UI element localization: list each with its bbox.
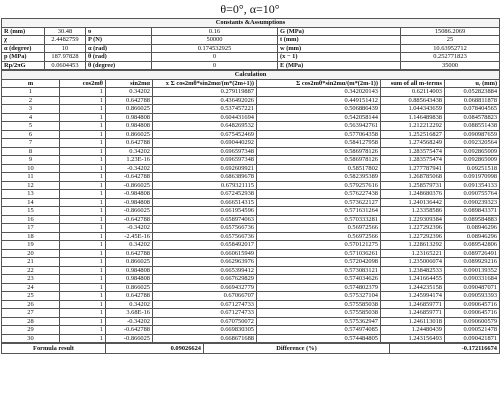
- table-cell: 0.576227438: [257, 190, 381, 199]
- table-cell: 0.090239323: [445, 198, 500, 207]
- constant-value: 187.97828: [45, 53, 86, 62]
- table-cell: 0.582395389: [257, 173, 381, 182]
- table-cell: 0.586978126: [257, 147, 381, 156]
- table-cell: 1.227292396: [381, 232, 445, 241]
- table-row: [2, 156, 500, 165]
- table-cell: 0.090600579: [445, 317, 500, 326]
- constants-row: [2, 27, 500, 36]
- table-cell: 1.258579731: [381, 181, 445, 190]
- table-row: [2, 198, 500, 207]
- table-cell: 1: [60, 122, 106, 131]
- table-cell: 1.23358586: [381, 207, 445, 216]
- table-cell: -0.866025: [106, 207, 153, 216]
- table-cell: 0.088551438: [445, 122, 500, 131]
- table-cell: 0.573622127: [257, 198, 381, 207]
- constant-label: υ: [86, 27, 152, 36]
- table-cell: 1: [60, 96, 106, 105]
- table-row: [2, 334, 500, 343]
- table-cell: 0.34202: [106, 300, 153, 309]
- constant-label: G (MPa): [278, 27, 401, 36]
- table-cell: 0.092865009: [445, 156, 500, 165]
- table-cell: 1: [60, 283, 106, 292]
- table-cell: 0.34202: [106, 147, 153, 156]
- table-cell: 0.661954596: [153, 207, 257, 216]
- table-cell: 0.577064358: [257, 130, 381, 139]
- table-cell: 0.570121275: [257, 241, 381, 250]
- constant-value: 0: [152, 53, 278, 62]
- constant-label: χ: [2, 36, 45, 45]
- table-cell: 0.090487071: [445, 283, 500, 292]
- table-cell: 1.274568249: [381, 139, 445, 148]
- table-cell: 1.212212292: [381, 122, 445, 131]
- table-row: [2, 224, 500, 233]
- table-cell: 0.696597348: [153, 147, 257, 156]
- table-cell: 0.570333281: [257, 215, 381, 224]
- table-row: [2, 173, 500, 182]
- table-cell: 0.342020143: [257, 88, 381, 97]
- table-cell: -0.866025: [106, 181, 153, 190]
- table-cell: 0.657566736: [153, 224, 257, 233]
- table-cell: 0.686389678: [153, 173, 257, 182]
- table-cell: 1: [60, 317, 106, 326]
- column-header: cos2mθ: [60, 79, 106, 88]
- table-cell: 0.885643438: [381, 96, 445, 105]
- table-cell: 0.604431694: [153, 113, 257, 122]
- table-cell: 17: [2, 224, 60, 233]
- table-cell: 1: [60, 266, 106, 275]
- table-cell: 26: [2, 300, 60, 309]
- table-cell: 1.24480439: [381, 326, 445, 335]
- column-header: sin2mα: [106, 79, 153, 88]
- table-cell: 1: [60, 224, 106, 233]
- formula-result-value: 0.09026624: [106, 344, 204, 354]
- table-cell: 0.666514315: [153, 198, 257, 207]
- table-row: [2, 232, 500, 241]
- table-cell: 0.090645716: [445, 309, 500, 318]
- table-cell: 0.670750072: [153, 317, 257, 326]
- table-cell: 1.240136442: [381, 198, 445, 207]
- table-cell: 0.671274733: [153, 300, 257, 309]
- table-cell: 1.241664455: [381, 275, 445, 284]
- table-cell: 0.089843371: [445, 207, 500, 216]
- table-cell: 0.542058144: [257, 113, 381, 122]
- table-cell: 19: [2, 241, 60, 250]
- table-cell: 0.669830305: [153, 326, 257, 335]
- table-cell: 0.575585038: [257, 300, 381, 309]
- table-cell: 0.571631264: [257, 207, 381, 216]
- spreadsheet-page: [1, 1, 499, 408]
- table-cell: 1.246113018: [381, 317, 445, 326]
- table-cell: 1.044343659: [381, 105, 445, 114]
- table-cell: 1: [60, 173, 106, 182]
- footer-table: [1, 343, 500, 354]
- table-cell: 0.866025: [106, 105, 153, 114]
- table-cell: 0.56972566: [257, 224, 381, 233]
- constant-value: 30.48: [45, 27, 86, 36]
- table-row: [2, 88, 500, 97]
- table-cell: 1.238482533: [381, 266, 445, 275]
- table-cell: 0.08946296: [445, 224, 500, 233]
- table-cell: 1: [60, 164, 106, 173]
- table-cell: 0.052823884: [445, 88, 500, 97]
- table-cell: 0.092865009: [445, 147, 500, 156]
- table-cell: 0.671274733: [153, 309, 257, 318]
- table-cell: 30: [2, 334, 60, 343]
- constant-value: 10.63952712: [401, 44, 500, 53]
- constant-label: p (MPa): [2, 53, 45, 62]
- constant-label: α (degree): [2, 44, 45, 53]
- table-cell: 0.537457221: [153, 105, 257, 114]
- table-cell: 0.090645716: [445, 300, 500, 309]
- table-cell: 0.091970998: [445, 173, 500, 182]
- table-cell: -0.866025: [106, 334, 153, 343]
- constant-value: 0.252771823: [401, 53, 500, 62]
- table-cell: 1.244235158: [381, 283, 445, 292]
- table-cell: 1.246859771: [381, 300, 445, 309]
- table-cell: 0.672452938: [153, 190, 257, 199]
- table-cell: 1.246859771: [381, 309, 445, 318]
- table-cell: 3.68E-16: [106, 309, 153, 318]
- constant-label: R (mm): [2, 27, 45, 36]
- table-row: [2, 113, 500, 122]
- table-cell: 0.068811878: [445, 96, 500, 105]
- table-cell: 18: [2, 232, 60, 241]
- constant-label: P (N): [86, 36, 152, 45]
- table-cell: 0.866025: [106, 258, 153, 267]
- table-cell: 10: [2, 164, 60, 173]
- table-cell: -0.34202: [106, 224, 153, 233]
- table-cell: 4: [2, 113, 60, 122]
- table-cell: 1: [60, 215, 106, 224]
- table-cell: 1: [60, 249, 106, 258]
- table-cell: 0.090987659: [445, 130, 500, 139]
- table-cell: 0.091354133: [445, 181, 500, 190]
- table-cell: 1: [60, 309, 106, 318]
- table-cell: 1: [60, 258, 106, 267]
- table-cell: 0.575327104: [257, 292, 381, 301]
- table-cell: 0.34202: [106, 88, 153, 97]
- constant-label: t (mm): [278, 36, 401, 45]
- table-cell: 0.657566736: [153, 232, 257, 241]
- table-row: [2, 266, 500, 275]
- table-cell: 0.574484805: [257, 334, 381, 343]
- table-cell: -0.34202: [106, 164, 153, 173]
- table-cell: 3: [2, 105, 60, 114]
- table-cell: 0.658492017: [153, 241, 257, 250]
- constant-value: 0.16: [152, 27, 278, 36]
- table-cell: 16: [2, 215, 60, 224]
- table-cell: 0.573083121: [257, 266, 381, 275]
- table-cell: -0.642788: [106, 326, 153, 335]
- constants-header: Constants &Assumptions: [2, 19, 500, 28]
- table-cell: 0.436492026: [153, 96, 257, 105]
- table-cell: 0.642788: [106, 139, 153, 148]
- table-cell: 0.692609921: [153, 164, 257, 173]
- table-cell: 0.279119887: [153, 88, 257, 97]
- constant-label: α (rad): [86, 44, 152, 53]
- table-cell: 1.146489838: [381, 113, 445, 122]
- difference-label: Difference (%): [204, 344, 390, 354]
- table-cell: 1.23165221: [381, 249, 445, 258]
- table-cell: 0.690440292: [153, 139, 257, 148]
- table-cell: 1.235006074: [381, 258, 445, 267]
- table-cell: 1: [60, 292, 106, 301]
- table-row: [2, 275, 500, 284]
- table-cell: 0.090755764: [445, 190, 500, 199]
- table-cell: 1.277787941: [381, 164, 445, 173]
- table-cell: 0.090421871: [445, 334, 500, 343]
- table-cell: 1.243156493: [381, 334, 445, 343]
- table-cell: 1: [60, 300, 106, 309]
- table-cell: 0.579257616: [257, 181, 381, 190]
- constant-value: 35000: [401, 61, 500, 70]
- table-row: [2, 164, 500, 173]
- table-cell: 1: [60, 334, 106, 343]
- table-cell: 1: [60, 241, 106, 250]
- table-row: [2, 241, 500, 250]
- table-cell: 1: [60, 113, 106, 122]
- table-cell: -0.34202: [106, 317, 153, 326]
- table-row: [2, 96, 500, 105]
- table-row: [2, 190, 500, 199]
- constant-value: 25: [401, 36, 500, 45]
- table-row: [2, 309, 500, 318]
- table-cell: 1.227292396: [381, 224, 445, 233]
- table-cell: 0.642788: [106, 249, 153, 258]
- table-cell: 1.283575474: [381, 156, 445, 165]
- constant-value: 2.4482759: [45, 36, 86, 45]
- table-cell: 23: [2, 275, 60, 284]
- difference-value: -0.172116674: [390, 344, 500, 354]
- table-cell: 0.089929216: [445, 258, 500, 267]
- table-cell: 0.574034626: [257, 275, 381, 284]
- table-cell: 0.984808: [106, 122, 153, 131]
- table-cell: 1: [60, 156, 106, 165]
- column-header: m: [2, 79, 60, 88]
- table-cell: 1: [60, 105, 106, 114]
- table-cell: 2: [2, 96, 60, 105]
- table-cell: 6: [2, 130, 60, 139]
- table-row: [2, 326, 500, 335]
- constant-label: w (mm): [278, 44, 401, 53]
- table-cell: 0.574802379: [257, 283, 381, 292]
- calculation-table: [1, 70, 500, 343]
- table-row: [2, 292, 500, 301]
- table-cell: 1.228613292: [381, 241, 445, 250]
- table-cell: 0.668671688: [153, 334, 257, 343]
- table-cell: -0.984808: [106, 190, 153, 199]
- table-row: [2, 181, 500, 190]
- table-cell: 0.089584883: [445, 215, 500, 224]
- table-cell: 14: [2, 198, 60, 207]
- column-header: uᵣ (mm): [445, 79, 500, 88]
- table-row: [2, 258, 500, 267]
- constant-value: 0.174532925: [152, 44, 278, 53]
- table-cell: 1.245994174: [381, 292, 445, 301]
- constant-value: 0.0604453: [45, 61, 86, 70]
- table-cell: 0.090593393: [445, 292, 500, 301]
- table-cell: 1: [2, 88, 60, 97]
- table-cell: 0.089726491: [445, 249, 500, 258]
- table-cell: 1: [60, 130, 106, 139]
- table-cell: 29: [2, 326, 60, 335]
- table-cell: 20: [2, 249, 60, 258]
- table-cell: 0.56972566: [257, 232, 381, 241]
- table-cell: 1.252516827: [381, 130, 445, 139]
- constants-row: [2, 36, 500, 45]
- table-cell: 0.586978126: [257, 156, 381, 165]
- table-cell: 0.563942761: [257, 122, 381, 131]
- table-row: [2, 215, 500, 224]
- table-cell: 7: [2, 139, 60, 148]
- table-cell: 0.084578823: [445, 113, 500, 122]
- table-cell: -2.45E-16: [106, 232, 153, 241]
- constant-label: Rp/2πG: [2, 61, 45, 70]
- table-cell: -0.984808: [106, 198, 153, 207]
- table-cell: 13: [2, 190, 60, 199]
- table-cell: 0.866025: [106, 130, 153, 139]
- table-cell: 0.658974063: [153, 215, 257, 224]
- table-row: [2, 139, 500, 148]
- constants-table: [1, 18, 500, 70]
- table-cell: -0.642788: [106, 215, 153, 224]
- table-cell: 25: [2, 292, 60, 301]
- table-row: [2, 207, 500, 216]
- table-cell: 0.984808: [106, 275, 153, 284]
- table-cell: 0.090331684: [445, 275, 500, 284]
- calculation-header: Calculation: [2, 71, 500, 80]
- table-row: [2, 283, 500, 292]
- page-title: θ=0°, α=10°: [220, 2, 280, 16]
- table-cell: 12: [2, 181, 60, 190]
- table-cell: -0.642788: [106, 173, 153, 182]
- table-cell: 0.575585038: [257, 309, 381, 318]
- table-cell: 1: [60, 326, 106, 335]
- constant-label: E (MPa): [278, 61, 401, 70]
- column-header: Σ cos2mθ*sin2mα/(m*(2m-1)): [257, 79, 381, 88]
- table-cell: 0.09251518: [445, 164, 500, 173]
- table-cell: 11: [2, 173, 60, 182]
- table-cell: 0.662963976: [153, 258, 257, 267]
- table-cell: 0.642788: [106, 292, 153, 301]
- table-row: [2, 130, 500, 139]
- table-cell: 5: [2, 122, 60, 131]
- table-cell: 1: [60, 181, 106, 190]
- table-cell: 1.23E-16: [106, 156, 153, 165]
- table-cell: 0.572042098: [257, 258, 381, 267]
- table-cell: 0.089542806: [445, 241, 500, 250]
- table-cell: 1: [60, 147, 106, 156]
- table-row: [2, 300, 500, 309]
- table-cell: 0.078404565: [445, 105, 500, 114]
- table-cell: 27: [2, 309, 60, 318]
- table-cell: 0.090521478: [445, 326, 500, 335]
- table-cell: 1: [60, 275, 106, 284]
- table-cell: 1: [60, 88, 106, 97]
- constant-value: 15086.2069: [401, 27, 500, 36]
- table-cell: 0.866025: [106, 283, 153, 292]
- table-cell: 0.584127958: [257, 139, 381, 148]
- column-header: x Σ cos2mθ*sin2mα/(m*(2m+1)): [153, 79, 257, 88]
- column-header: sum of all m-terms: [381, 79, 445, 88]
- constant-label: (x − 1): [278, 53, 401, 62]
- constant-value: 10: [45, 44, 86, 53]
- table-cell: 21: [2, 258, 60, 267]
- table-cell: 0.574974085: [257, 326, 381, 335]
- table-cell: 22: [2, 266, 60, 275]
- table-cell: 9: [2, 156, 60, 165]
- table-cell: 0.506886439: [257, 105, 381, 114]
- table-row: [2, 105, 500, 114]
- table-row: [2, 249, 500, 258]
- table-cell: 15: [2, 207, 60, 216]
- constant-label: θ (degree): [86, 61, 152, 70]
- table-cell: 0.090139352: [445, 266, 500, 275]
- table-cell: 0.679321115: [153, 181, 257, 190]
- constant-value: 50000: [152, 36, 278, 45]
- table-cell: 0.449151412: [257, 96, 381, 105]
- table-cell: 0.34202: [106, 241, 153, 250]
- table-cell: 1.268785068: [381, 173, 445, 182]
- constant-value: 0: [152, 61, 278, 70]
- table-cell: 0.660615949: [153, 249, 257, 258]
- table-cell: 0.984808: [106, 113, 153, 122]
- constants-row: [2, 53, 500, 62]
- table-cell: 0.642788: [106, 96, 153, 105]
- constants-row: [2, 61, 500, 70]
- table-cell: 0.571036261: [257, 249, 381, 258]
- table-cell: 1: [60, 190, 106, 199]
- formula-result-label: Formula result: [2, 344, 106, 354]
- table-cell: 0.08946296: [445, 232, 500, 241]
- table-row: [2, 317, 500, 326]
- table-cell: 1.248680376: [381, 190, 445, 199]
- table-cell: 1: [60, 207, 106, 216]
- table-cell: 24: [2, 283, 60, 292]
- table-cell: 0.696597348: [153, 156, 257, 165]
- table-cell: 0.667629829: [153, 275, 257, 284]
- table-cell: 8: [2, 147, 60, 156]
- constants-row: [2, 44, 500, 53]
- column-header-row: [2, 79, 500, 88]
- table-cell: 0.665399412: [153, 266, 257, 275]
- table-cell: 1: [60, 232, 106, 241]
- table-cell: 0.575362947: [257, 317, 381, 326]
- table-cell: 0.675452469: [153, 130, 257, 139]
- table-cell: 0.62114003: [381, 88, 445, 97]
- table-cell: 0.092320564: [445, 139, 500, 148]
- table-cell: 1.229309384: [381, 215, 445, 224]
- table-cell: 0.67066707: [153, 292, 257, 301]
- table-cell: 1.283575474: [381, 147, 445, 156]
- table-cell: 0.648269532: [153, 122, 257, 131]
- table-row: [2, 122, 500, 131]
- table-cell: 0.984808: [106, 266, 153, 275]
- table-cell: 28: [2, 317, 60, 326]
- constant-label: θ (rad): [86, 53, 152, 62]
- table-cell: 1: [60, 198, 106, 207]
- table-cell: 1: [60, 139, 106, 148]
- table-row: [2, 147, 500, 156]
- table-cell: 0.58517802: [257, 164, 381, 173]
- table-cell: 0.669432779: [153, 283, 257, 292]
